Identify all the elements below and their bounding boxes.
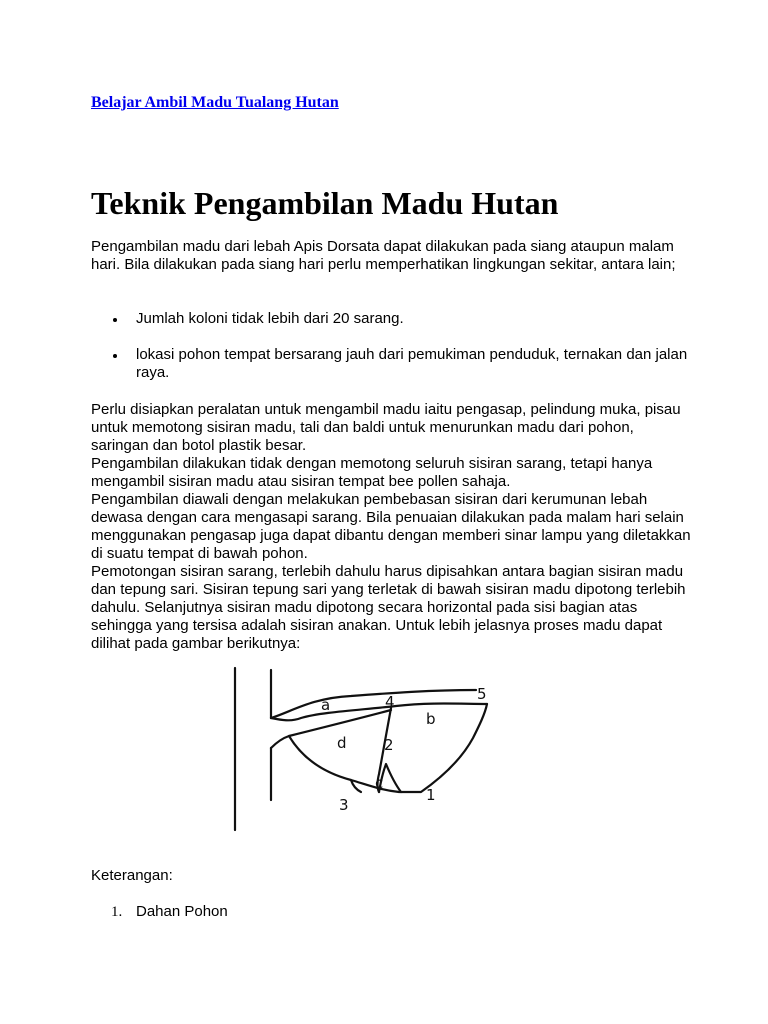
article-link[interactable]: Belajar Ambil Madu Tualang Hutan: [91, 94, 339, 111]
label-2: 2: [384, 736, 394, 754]
intro-paragraph: Pengambilan madu dari lebah Apis Dorsata dapat dilakukan pada siang ataupun malam hari. Bila dilakukan pada siang hari perlu memperhatikan lingkungan sekitar, antara lain;: [91, 238, 676, 273]
body-paragraphs: [91, 401, 691, 653]
label-5: 5: [477, 685, 487, 703]
paragraph-smoking: Pengambilan diawali dengan melakukan pembebasan sisiran dari kerumunan lebah dewasa dengan cara mengasapi sarang. Bila penuaian dilakukan pada malam hari selain menggunakan pengasap juga dapat dibantu dengan memberi sinar lampu yang diletakkan di suatu tempat di bawah pohon.: [91, 491, 691, 562]
label-4: 4: [385, 693, 395, 711]
paragraph-cutting: Pemotongan sisiran sarang, terlebih dahulu harus dipisahkan antara bagian sisiran madu dan tepung sari. Sisiran tepung sari yang terletak di bawah sisiran madu dipotong terlebih dahulu. Selanjutnya sisiran madu dipotong secara horizontal pada sisi bagian atas sehingga yang tersisa adalah sisiran anakan. Untuk lebih jelasnya proses madu dapat dilihat pada gambar berikutnya:: [91, 563, 686, 652]
comb-outer: [271, 710, 391, 748]
legend-text: Dahan Pohon: [136, 903, 228, 920]
paragraph-harvest: Pengambilan dilakukan tidak dengan memotong seluruh sisiran sarang, tetapi hanya mengambil sisiran madu atau sisiran tempat bee pollen sahaja.: [91, 455, 653, 490]
label-d: d: [337, 734, 347, 752]
page-title: Teknik Pengambilan Madu Hutan: [91, 185, 559, 221]
honeycomb-diagram-svg: [221, 660, 521, 835]
label-1: 1: [426, 786, 436, 804]
label-a: a: [321, 696, 331, 714]
label-3: 3: [339, 796, 349, 814]
list-item: Jumlah koloni tidak lebih dari 20 sarang.: [91, 310, 691, 328]
legend-list: [91, 903, 691, 921]
requirements-list: [91, 310, 691, 400]
legend-heading: Keterangan:: [91, 867, 173, 884]
label-b: b: [426, 710, 436, 728]
honeycomb-diagram: [221, 660, 521, 835]
list-item: lokasi pohon tempat bersarang jauh dari pemukiman penduduk, ternakan dan jalan raya.: [91, 346, 691, 382]
paragraph-equipment: Perlu disiapkan peralatan untuk mengambil madu iaitu pengasap, pelindung muka, pisau untuk memotong sisiran madu, tali dan baldi untuk menurunkan madu dari pohon, saringan dan botol plastik besar.: [91, 401, 681, 454]
label-c: c: [375, 774, 384, 792]
list-item: [91, 903, 691, 921]
legend-number: 1.: [111, 904, 123, 920]
